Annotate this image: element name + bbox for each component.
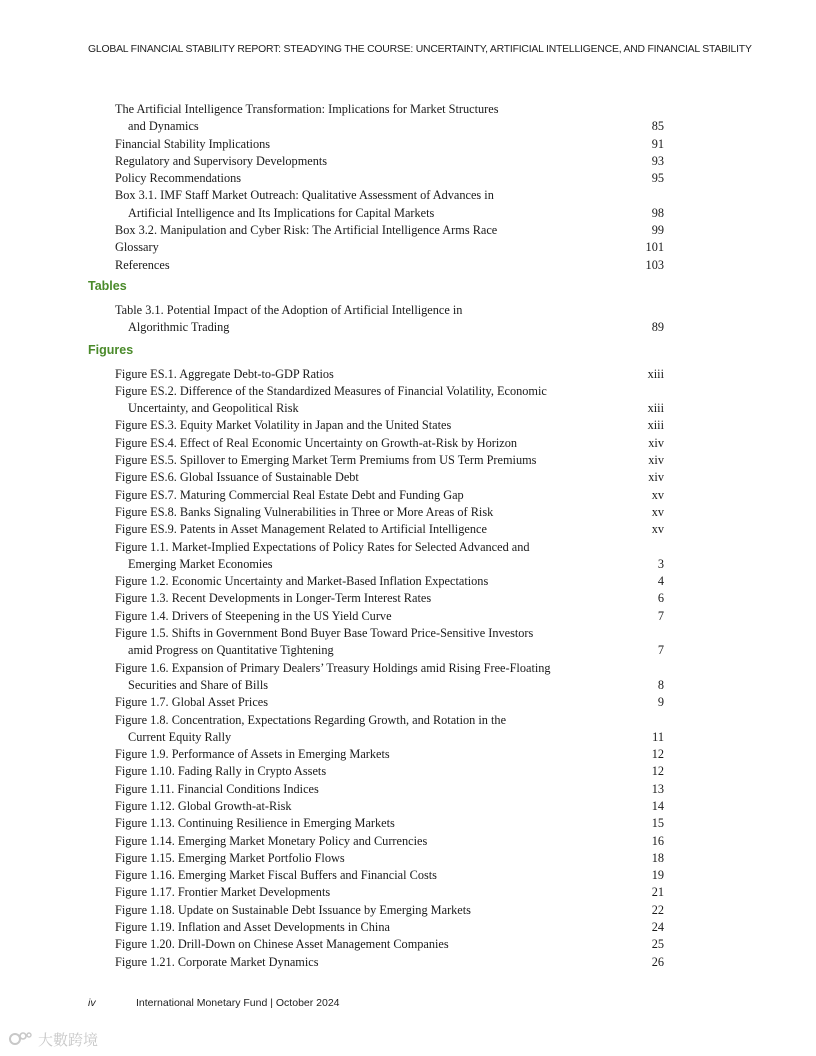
entry-page-number: 6: [657, 591, 664, 606]
entry-page-number: 9: [657, 695, 664, 710]
entry-page-number: 21: [651, 885, 664, 900]
contents-entry: [115, 187, 664, 222]
figure-entry: [115, 763, 664, 780]
entry-title-line: amid Progress on Quantitative Tightening: [128, 643, 334, 658]
contents-entry: [115, 153, 664, 170]
figure-entry: [115, 417, 664, 434]
entry-title-line: Figure 1.3. Recent Developments in Longer-Term Interest Rates: [115, 591, 432, 606]
entry-page-number: 101: [645, 240, 664, 255]
entry-title-line: Algorithmic Trading: [128, 320, 230, 335]
entry-page-number: xv: [651, 522, 664, 537]
figure-entry: [115, 521, 664, 538]
entry-page-number: 91: [651, 136, 664, 151]
entry-page-number: 8: [657, 677, 664, 692]
entry-page-number: 7: [657, 608, 664, 623]
entry-page-number: 19: [651, 868, 664, 883]
entry-page-number: xiv: [648, 470, 664, 485]
table-of-contents: [0, 101, 816, 971]
watermark: [8, 1028, 108, 1050]
tables-heading: Tables: [88, 278, 127, 293]
figure-entry: [115, 902, 664, 919]
entry-title-line: Figure 1.8. Concentration, Expectations Regarding Growth, and Rotation in the: [115, 712, 507, 727]
entry-title-line: Artificial Intelligence and Its Implications for Capital Markets: [128, 205, 435, 220]
entry-title-line: Figure 1.12. Global Growth-at-Risk: [115, 798, 292, 813]
entry-page-number: 22: [651, 902, 664, 917]
entry-title-line: Current Equity Rally: [128, 729, 232, 744]
figure-entry: [115, 954, 664, 971]
figure-entry: [115, 366, 664, 383]
entry-page-number: xv: [651, 487, 664, 502]
entry-title-line: Figure 1.21. Corporate Market Dynamics: [115, 954, 319, 969]
entry-title-line: Figure 1.19. Inflation and Asset Developments in China: [115, 920, 390, 935]
publisher-date: International Monetary Fund | October 2024: [136, 997, 340, 1009]
watermark-text: 大數跨境: [38, 1030, 99, 1049]
entry-page-number: 12: [651, 764, 664, 779]
figure-entry: [115, 694, 664, 711]
figure-entry: [115, 936, 664, 953]
entry-page-number: 85: [651, 119, 664, 134]
entry-title-line: Figure 1.20. Drill-Down on Chinese Asset Management Companies: [115, 937, 449, 952]
entry-title-line: Table 3.1. Potential Impact of the Adoption of Artificial Intelligence in: [115, 302, 463, 317]
entry-title-line: Figure ES.2. Difference of the Standardized Measures of Financial Volatility, Economic: [115, 383, 547, 398]
entry-page-number: 13: [651, 781, 664, 796]
entry-page-number: 95: [651, 171, 664, 186]
entry-title-line: Regulatory and Supervisory Developments: [115, 153, 328, 168]
watermark-logo-icon: [8, 1029, 34, 1049]
entry-title-line: Box 3.2. Manipulation and Cyber Risk: The Artificial Intelligence Arms Race: [115, 223, 498, 238]
figure-entry: [115, 590, 664, 607]
figure-entry: [115, 625, 664, 660]
entry-page-number: xiii: [647, 418, 664, 433]
entry-page-number: 103: [645, 257, 664, 272]
entry-page-number: 11: [652, 729, 664, 744]
entry-title-line: Figure ES.8. Banks Signaling Vulnerabilities in Three or More Areas of Risk: [115, 504, 494, 519]
entry-title-line: Figure 1.16. Emerging Market Fiscal Buffers and Financial Costs: [115, 868, 437, 883]
figure-entry: [115, 781, 664, 798]
figure-entry: [115, 469, 664, 486]
figure-entry: [115, 573, 664, 590]
entry-title-line: Figure 1.1. Market-Implied Expectations of Policy Rates for Selected Advanced and: [115, 539, 530, 554]
tables-list: [0, 302, 816, 337]
entry-title-line: Figure 1.6. Expansion of Primary Dealers’ Treasury Holdings amid Rising Free-Floating: [115, 660, 551, 675]
entry-title-line: Financial Stability Implications: [115, 136, 271, 151]
figure-entry: [115, 660, 664, 695]
figures-heading: Figures: [88, 342, 134, 357]
figures-list: [0, 366, 816, 971]
entry-page-number: 15: [651, 816, 664, 831]
figure-entry: [115, 504, 664, 521]
contents-entry: [115, 136, 664, 153]
entry-title-line: The Artificial Intelligence Transformation: Implications for Market Structures: [115, 102, 499, 116]
entry-page-number: 4: [657, 574, 664, 589]
contents-entry: [115, 257, 664, 274]
entry-title-line: Figure 1.7. Global Asset Prices: [115, 695, 269, 710]
table-entry: [115, 302, 664, 337]
entry-page-number: 24: [651, 920, 664, 935]
entry-title-line: Figure ES.4. Effect of Real Economic Uncertainty on Growth-at-Risk by Horizon: [115, 435, 518, 450]
entry-title-line: Figure ES.9. Patents in Asset Management Related to Artificial Intelligence: [115, 522, 487, 537]
entry-page-number: 98: [651, 205, 664, 220]
figure-entry: [115, 867, 664, 884]
contents-entry: [115, 222, 664, 239]
entry-title-line: Uncertainty, and Geopolitical Risk: [128, 401, 299, 416]
entry-title-line: Glossary: [115, 240, 159, 255]
entry-title-line: Figure 1.13. Continuing Resilience in Emerging Markets: [115, 816, 395, 831]
entry-page-number: xiv: [648, 453, 664, 468]
entry-page-number: 26: [651, 954, 664, 969]
entry-page-number: xv: [651, 504, 664, 519]
entry-title-line: Figure 1.9. Performance of Assets in Emerging Markets: [115, 747, 390, 762]
figure-entry: [115, 712, 664, 747]
contents-entry: [115, 170, 664, 187]
contents-list: [0, 101, 816, 274]
entry-title-line: Figure 1.15. Emerging Market Portfolio Flows: [115, 850, 345, 865]
page-footer: [88, 997, 340, 1009]
entry-page-number: 25: [651, 937, 664, 952]
entry-page-number: 18: [651, 850, 664, 865]
entry-page-number: 89: [651, 320, 664, 335]
figure-entry: [115, 487, 664, 504]
entry-title-line: References: [115, 257, 170, 272]
entry-page-number: 14: [651, 798, 664, 813]
page-number: iv: [88, 997, 96, 1009]
entry-title-line: Emerging Market Economies: [128, 556, 273, 571]
figure-entry: [115, 746, 664, 763]
entry-title-line: Figure 1.4. Drivers of Steepening in the US Yield Curve: [115, 608, 392, 623]
entry-title-line: Figure 1.17. Frontier Market Developments: [115, 885, 331, 900]
entry-page-number: 7: [657, 643, 664, 658]
entry-page-number: 99: [651, 223, 664, 238]
entry-page-number: xiii: [647, 366, 664, 381]
figure-entry: [115, 833, 664, 850]
entry-page-number: 12: [651, 747, 664, 762]
entry-title-line: Figure 1.2. Economic Uncertainty and Market-Based Inflation Expectations: [115, 574, 489, 589]
figure-entry: [115, 435, 664, 452]
figure-entry: [115, 608, 664, 625]
entry-title-line: Figure 1.18. Update on Sustainable Debt Issuance by Emerging Markets: [115, 902, 471, 917]
entry-title-line: Figure 1.14. Emerging Market Monetary Policy and Currencies: [115, 833, 428, 848]
contents-entry: [115, 101, 664, 136]
entry-page-number: 3: [657, 556, 664, 571]
entry-title-line: Figure 1.5. Shifts in Government Bond Buyer Base Toward Price-Sensitive Investors: [115, 626, 534, 641]
figure-entry: [115, 539, 664, 574]
entry-title-line: Figure ES.6. Global Issuance of Sustainable Debt: [115, 470, 359, 485]
entry-title-line: Figure ES.7. Maturing Commercial Real Estate Debt and Funding Gap: [115, 487, 464, 502]
entry-title-line: Figure ES.5. Spillover to Emerging Market Term Premiums from US Term Premiums: [115, 453, 537, 468]
running-header: GLOBAL FINANCIAL STABILITY REPORT: STEADYING THE COURSE: UNCERTAINTY, ARTIFICIAL INTELLIGENCE, AND FINANCIAL STABILITY: [88, 44, 752, 55]
entry-title-line: Policy Recommendations: [115, 171, 242, 186]
figure-entry: [115, 884, 664, 901]
figure-entry: [115, 383, 664, 418]
figure-entry: [115, 798, 664, 815]
entry-title-line: Box 3.1. IMF Staff Market Outreach: Qualitative Assessment of Advances in: [115, 188, 494, 203]
entry-page-number: xiii: [647, 401, 664, 416]
entry-title-line: Figure ES.3. Equity Market Volatility in Japan and the United States: [115, 418, 452, 433]
figure-entry: [115, 850, 664, 867]
entry-page-number: 16: [651, 833, 664, 848]
figure-entry: [115, 452, 664, 469]
entry-page-number: xiv: [648, 435, 664, 450]
entry-title-line: Figure 1.10. Fading Rally in Crypto Assets: [115, 764, 327, 779]
entry-title-line: Figure ES.1. Aggregate Debt-to-GDP Ratios: [115, 366, 334, 381]
entry-title-line: and Dynamics: [128, 119, 199, 134]
entry-page-number: 93: [651, 153, 664, 168]
entry-title-line: Securities and Share of Bills: [128, 677, 269, 692]
contents-entry: [115, 239, 664, 256]
entry-title-line: Figure 1.11. Financial Conditions Indices: [115, 781, 319, 796]
figure-entry: [115, 815, 664, 832]
figure-entry: [115, 919, 664, 936]
